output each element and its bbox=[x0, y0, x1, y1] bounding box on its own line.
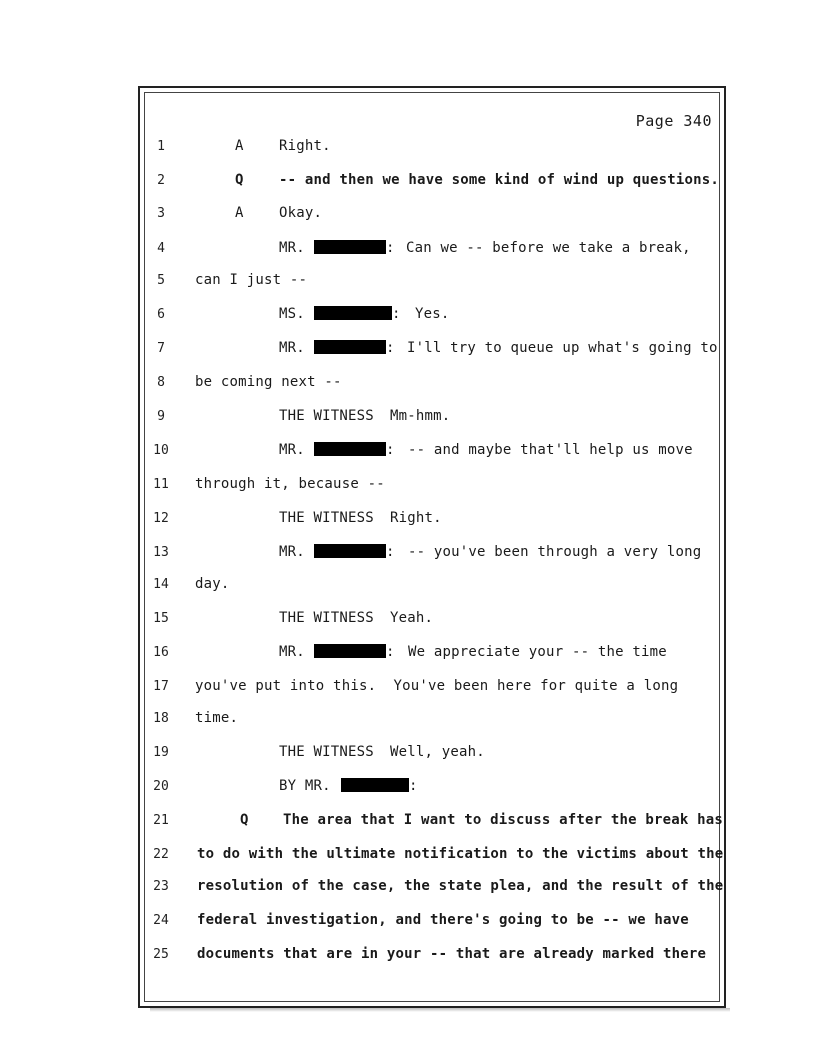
transcript-text: MR. bbox=[279, 340, 305, 356]
redaction-bar bbox=[341, 778, 409, 792]
redaction-bar bbox=[314, 306, 392, 320]
transcript-text: Yeah. bbox=[390, 610, 434, 626]
transcript-text: : bbox=[386, 240, 395, 256]
transcript-text: Well, yeah. bbox=[390, 744, 485, 760]
redacted-name bbox=[314, 240, 386, 256]
line-number: 25 bbox=[153, 947, 169, 962]
transcript-text: documents that are in your -- that are already marked there bbox=[197, 946, 707, 962]
transcript-text: resolution of the case, the state plea, and the result of the bbox=[197, 878, 724, 894]
redaction-bar bbox=[314, 544, 386, 558]
line-number: 16 bbox=[153, 645, 169, 660]
line-number: 20 bbox=[153, 779, 169, 794]
line-number: 5 bbox=[157, 273, 165, 288]
transcript-text: MR. bbox=[279, 544, 305, 560]
line-number: 13 bbox=[153, 545, 169, 560]
redacted-name bbox=[314, 644, 386, 660]
redaction-bar bbox=[314, 442, 386, 456]
line-number: 22 bbox=[153, 847, 169, 862]
line-number: 4 bbox=[157, 241, 165, 256]
line-number: 23 bbox=[153, 879, 169, 894]
transcript-text: Mm-hmm. bbox=[390, 408, 451, 424]
transcript-text: A bbox=[235, 138, 244, 154]
transcript-text: THE WITNESS bbox=[279, 744, 374, 760]
transcript-text: Right. bbox=[390, 510, 442, 526]
redaction-bar bbox=[314, 644, 386, 658]
line-number: 10 bbox=[153, 443, 169, 458]
transcript-text: Can we -- before we take a break, bbox=[406, 240, 691, 256]
transcript-text: -- and maybe that'll help us move bbox=[408, 442, 693, 458]
transcript-text: MR. bbox=[279, 644, 305, 660]
redacted-name bbox=[314, 442, 386, 458]
line-number: 19 bbox=[153, 745, 169, 760]
page-frame-shadow bbox=[150, 1008, 730, 1012]
redacted-name bbox=[314, 340, 386, 356]
transcript-text: THE WITNESS bbox=[279, 510, 374, 526]
transcript-text: day. bbox=[195, 576, 230, 592]
redacted-name bbox=[314, 544, 386, 560]
line-number: 17 bbox=[153, 679, 169, 694]
line-number: 3 bbox=[157, 206, 165, 221]
redaction-bar bbox=[314, 240, 386, 254]
transcript-text: -- you've been through a very long bbox=[408, 544, 702, 560]
redacted-name bbox=[341, 778, 409, 794]
transcript-text: be coming next -- bbox=[195, 374, 342, 390]
transcript-text: you've put into this. You've been here for quite a long bbox=[195, 678, 679, 694]
line-number: 24 bbox=[153, 913, 169, 928]
transcript-text: : bbox=[386, 340, 395, 356]
transcript-text: : bbox=[392, 306, 401, 322]
transcript-text: federal investigation, and there's going to be -- we have bbox=[197, 912, 689, 928]
transcript-text: MS. bbox=[279, 306, 305, 322]
transcript-text: : bbox=[386, 644, 395, 660]
line-number: 9 bbox=[157, 409, 165, 424]
transcript-text: can I just -- bbox=[195, 272, 308, 288]
line-number: 8 bbox=[157, 375, 165, 390]
transcript-text: Q bbox=[240, 812, 249, 828]
page-number: Page 340 bbox=[635, 112, 712, 130]
transcript-text: : bbox=[386, 442, 395, 458]
line-number: 21 bbox=[153, 813, 169, 828]
transcript-text: A bbox=[235, 205, 244, 221]
line-number: 11 bbox=[153, 477, 169, 492]
transcript-text: Yes. bbox=[415, 306, 450, 322]
transcript-text: : bbox=[386, 544, 395, 560]
transcript-text: : bbox=[409, 778, 418, 794]
transcript-text: We appreciate your -- the time bbox=[408, 644, 667, 660]
transcript-text: The area that I want to discuss after the break has bbox=[283, 812, 724, 828]
line-number: 1 bbox=[157, 139, 165, 154]
line-number: 18 bbox=[153, 711, 169, 726]
transcript-text: I'll try to queue up what's going to bbox=[407, 340, 718, 356]
transcript-text: THE WITNESS bbox=[279, 610, 374, 626]
transcript-text: BY MR. bbox=[279, 778, 331, 794]
transcript-text: Right. bbox=[279, 138, 331, 154]
line-number: 2 bbox=[157, 173, 165, 188]
line-number: 12 bbox=[153, 511, 169, 526]
redaction-bar bbox=[314, 340, 386, 354]
transcript-text: MR. bbox=[279, 240, 305, 256]
transcript-text: THE WITNESS bbox=[279, 408, 374, 424]
transcript-text: Q bbox=[235, 172, 244, 188]
transcript-text: to do with the ultimate notification to the victims about the bbox=[197, 846, 724, 862]
transcript-text: MR. bbox=[279, 442, 305, 458]
transcript-text: through it, because -- bbox=[195, 476, 385, 492]
line-number: 7 bbox=[157, 341, 165, 356]
transcript-text: time. bbox=[195, 710, 239, 726]
line-number: 14 bbox=[153, 577, 169, 592]
line-number: 6 bbox=[157, 307, 165, 322]
transcript-text: Okay. bbox=[279, 205, 323, 221]
line-number: 15 bbox=[153, 611, 169, 626]
redacted-name bbox=[314, 306, 392, 322]
transcript-text: -- and then we have some kind of wind up questions. bbox=[279, 172, 720, 188]
